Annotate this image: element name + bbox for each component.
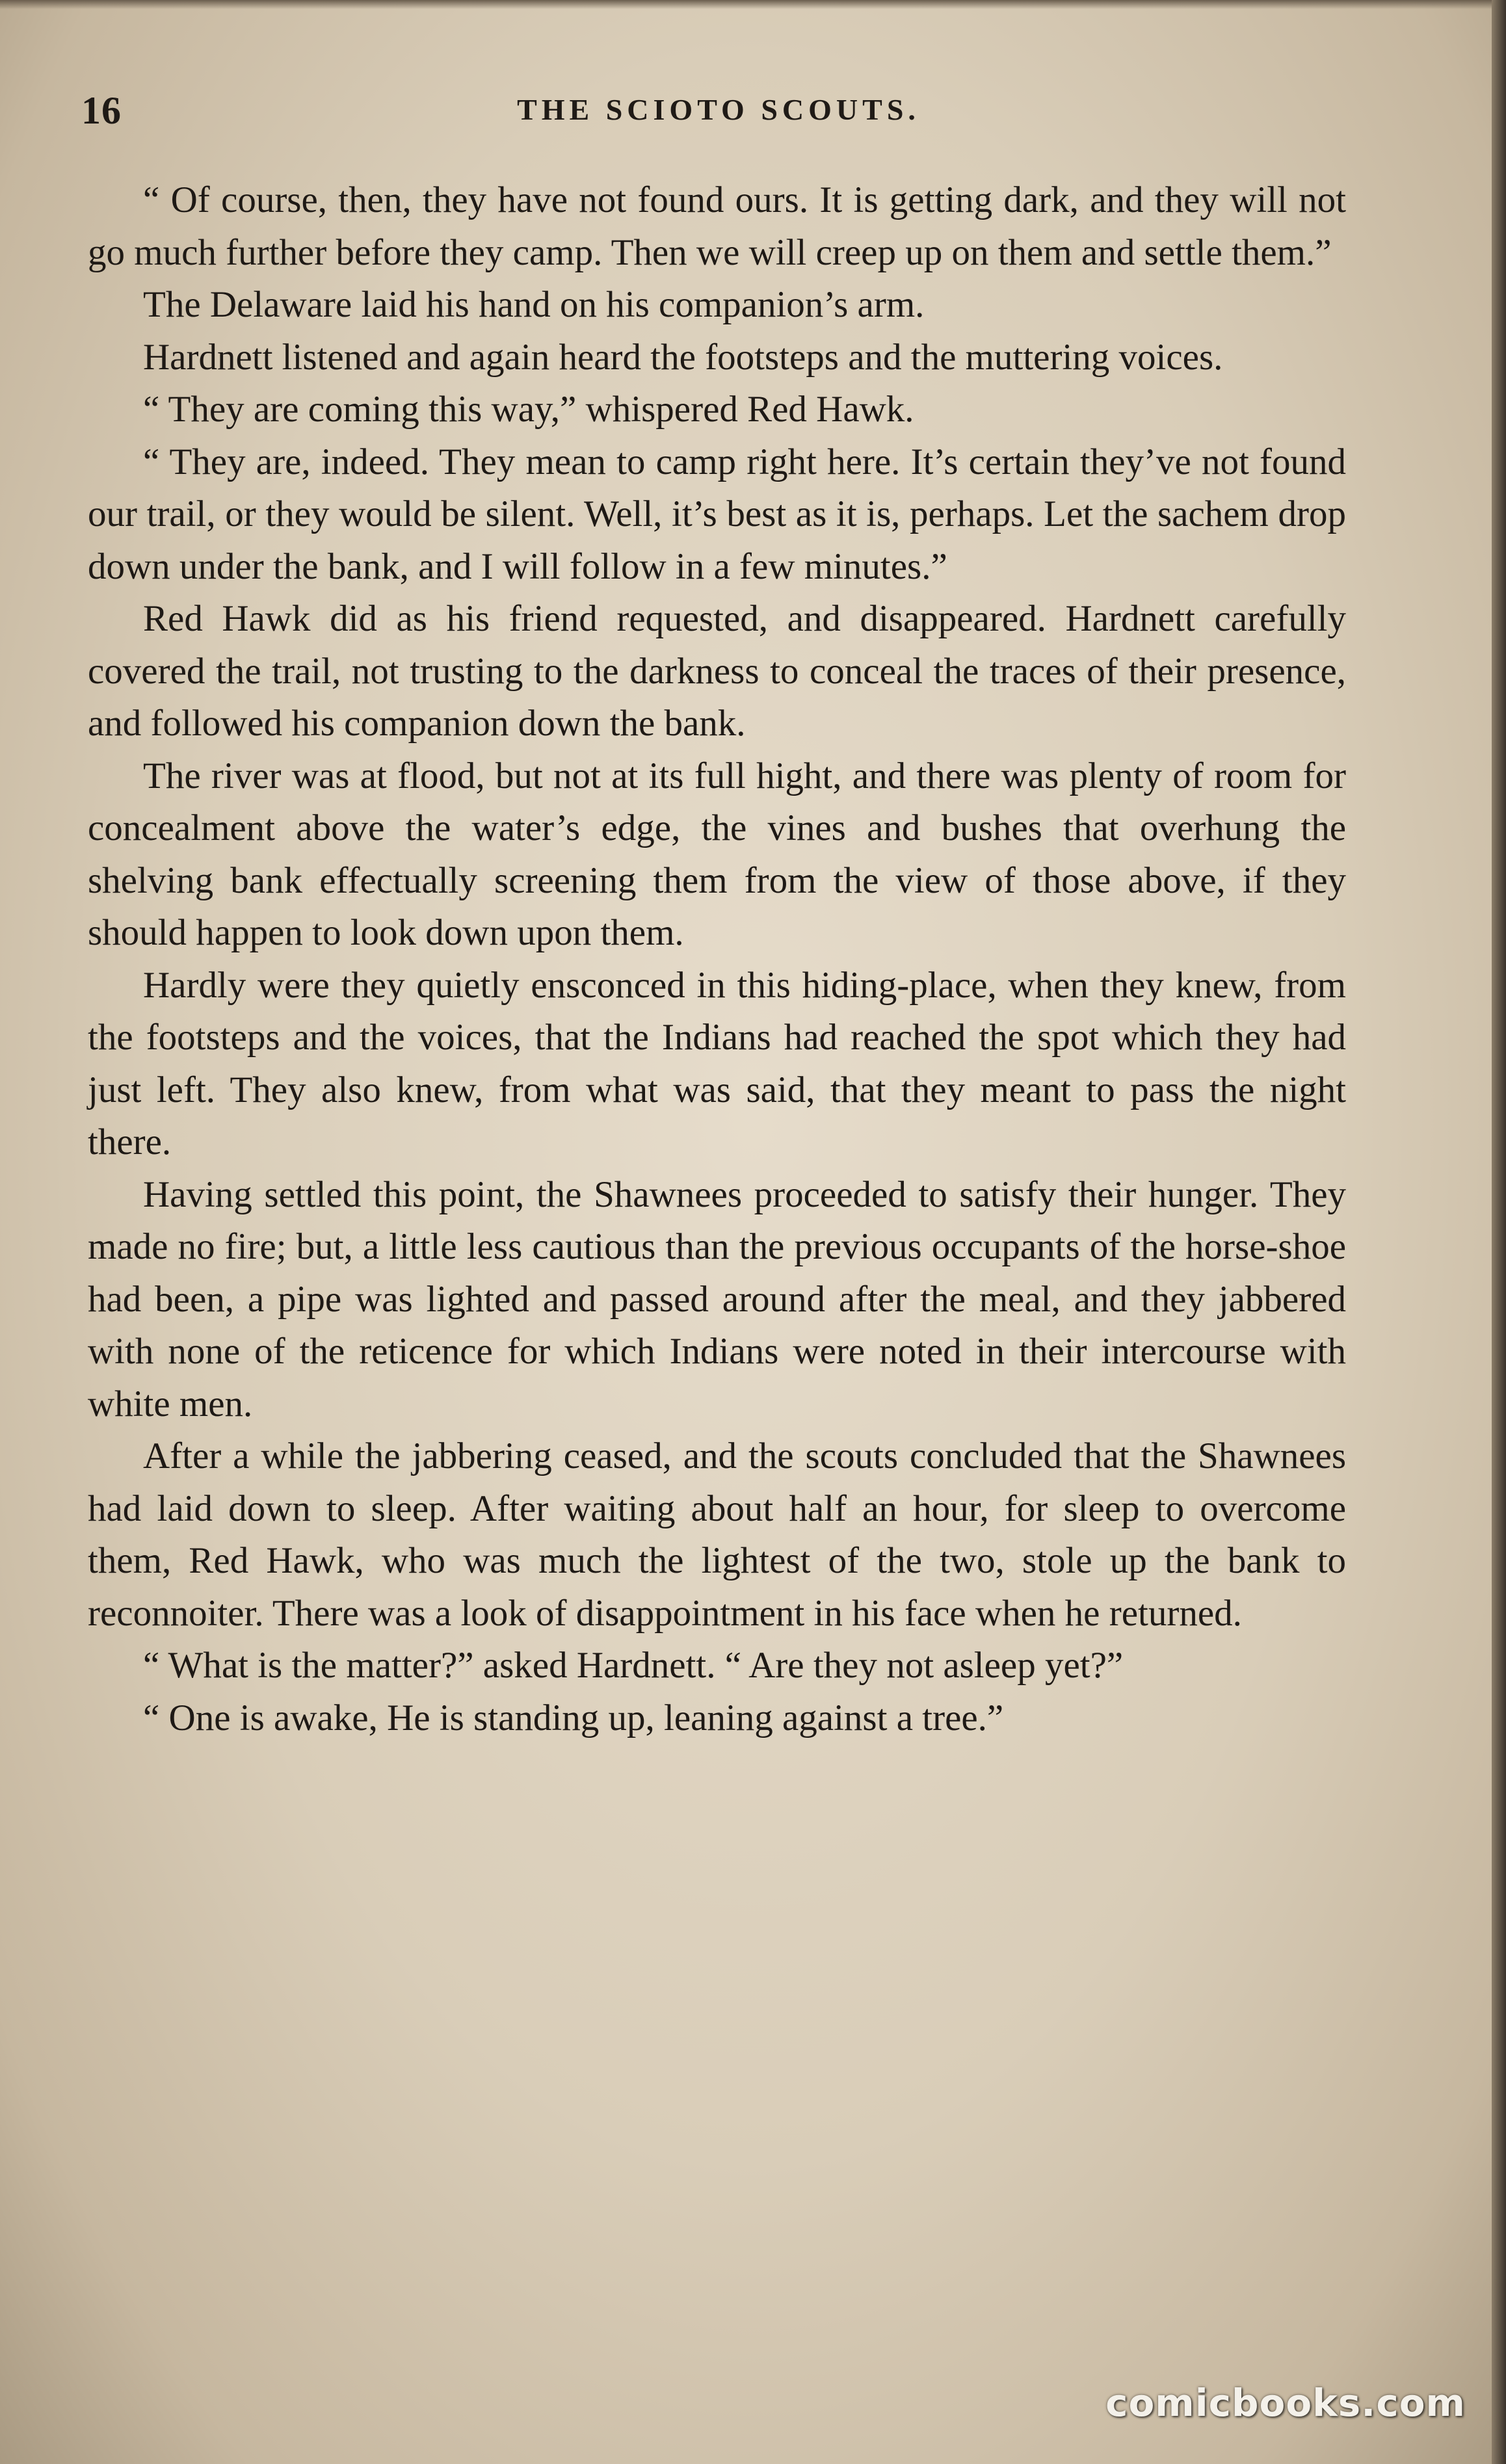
page-number: 16 bbox=[81, 89, 122, 132]
paragraph: “ What is the matter?” asked Hardnett. “ Are they not asleep yet?” bbox=[143, 1645, 1124, 1686]
paragraph: “ One is awake, He is standing up, leaning against a tree.” bbox=[143, 1697, 1004, 1738]
paragraph: “ They are coming this way,” whispered Red Hawk. bbox=[143, 389, 914, 430]
paragraph: “ Of course, then, they have not found ours. It is getting dark, and they will not go much further before they camp. Then we will creep up on them and settle them.” bbox=[88, 179, 1346, 273]
paragraph: Hardly were they quietly ensconced in this hiding-place, when they knew, from the footsteps and the voices, that the Indians had reached the spot which they had just left. They also knew, from what was said, that they meant to pass the night there. bbox=[88, 964, 1346, 1162]
paragraph: After a while the jabbering ceased, and the scouts concluded that the Shawnees had laid down to sleep. After waiting about half an hour, for sleep to overcome them, Red Hawk, who was much the lightest of the two, stole up the bank to reconnoiter. There was a look of disappointment in his face when he returned. bbox=[88, 1435, 1346, 1634]
paragraph: The Delaware laid his hand on his companion’s arm. bbox=[143, 284, 925, 325]
paragraph: Hardnett listened and again heard the footsteps and the muttering voices. bbox=[143, 336, 1223, 378]
paragraph: Having settled this point, the Shawnees proceeded to satisfy their hunger. They made no fire; but, a little less cautious than the previous occupants of the horse-shoe had been, a pipe was lighted and passed around after the meal, and they jabbered with none of the reticence for which Indians were noted in their intercourse with white men. bbox=[88, 1173, 1346, 1424]
page-top-edge bbox=[0, 0, 1506, 9]
paragraph: “ They are, indeed. They mean to camp right here. It’s certain they’ve not found our trail, or they would be silent. Well, it’s best as it is, perhaps. Let the sachem drop down under the bank, and I will follow in a few minutes.” bbox=[88, 441, 1346, 587]
site-watermark: comicbooks.com bbox=[1105, 2381, 1466, 2425]
paragraph: Red Hawk did as his friend requested, and disappeared. Hardnett carefully covered the trail, not trusting to the darkness to conceal the traces of their presence, and followed his companion down the bank. bbox=[88, 598, 1346, 744]
body-text bbox=[88, 174, 1346, 1744]
page-header bbox=[81, 83, 1356, 142]
running-title: THE SCIOTO SCOUTS. bbox=[517, 93, 920, 126]
paragraph: The river was at flood, but not at its full hight, and there was plenty of room for concealment above the water’s edge, the vines and bushes that overhung the shelving bank effectually screening them from the view of those above, if they should happen to look down upon them. bbox=[88, 755, 1346, 953]
page-right-edge bbox=[1492, 0, 1506, 2464]
